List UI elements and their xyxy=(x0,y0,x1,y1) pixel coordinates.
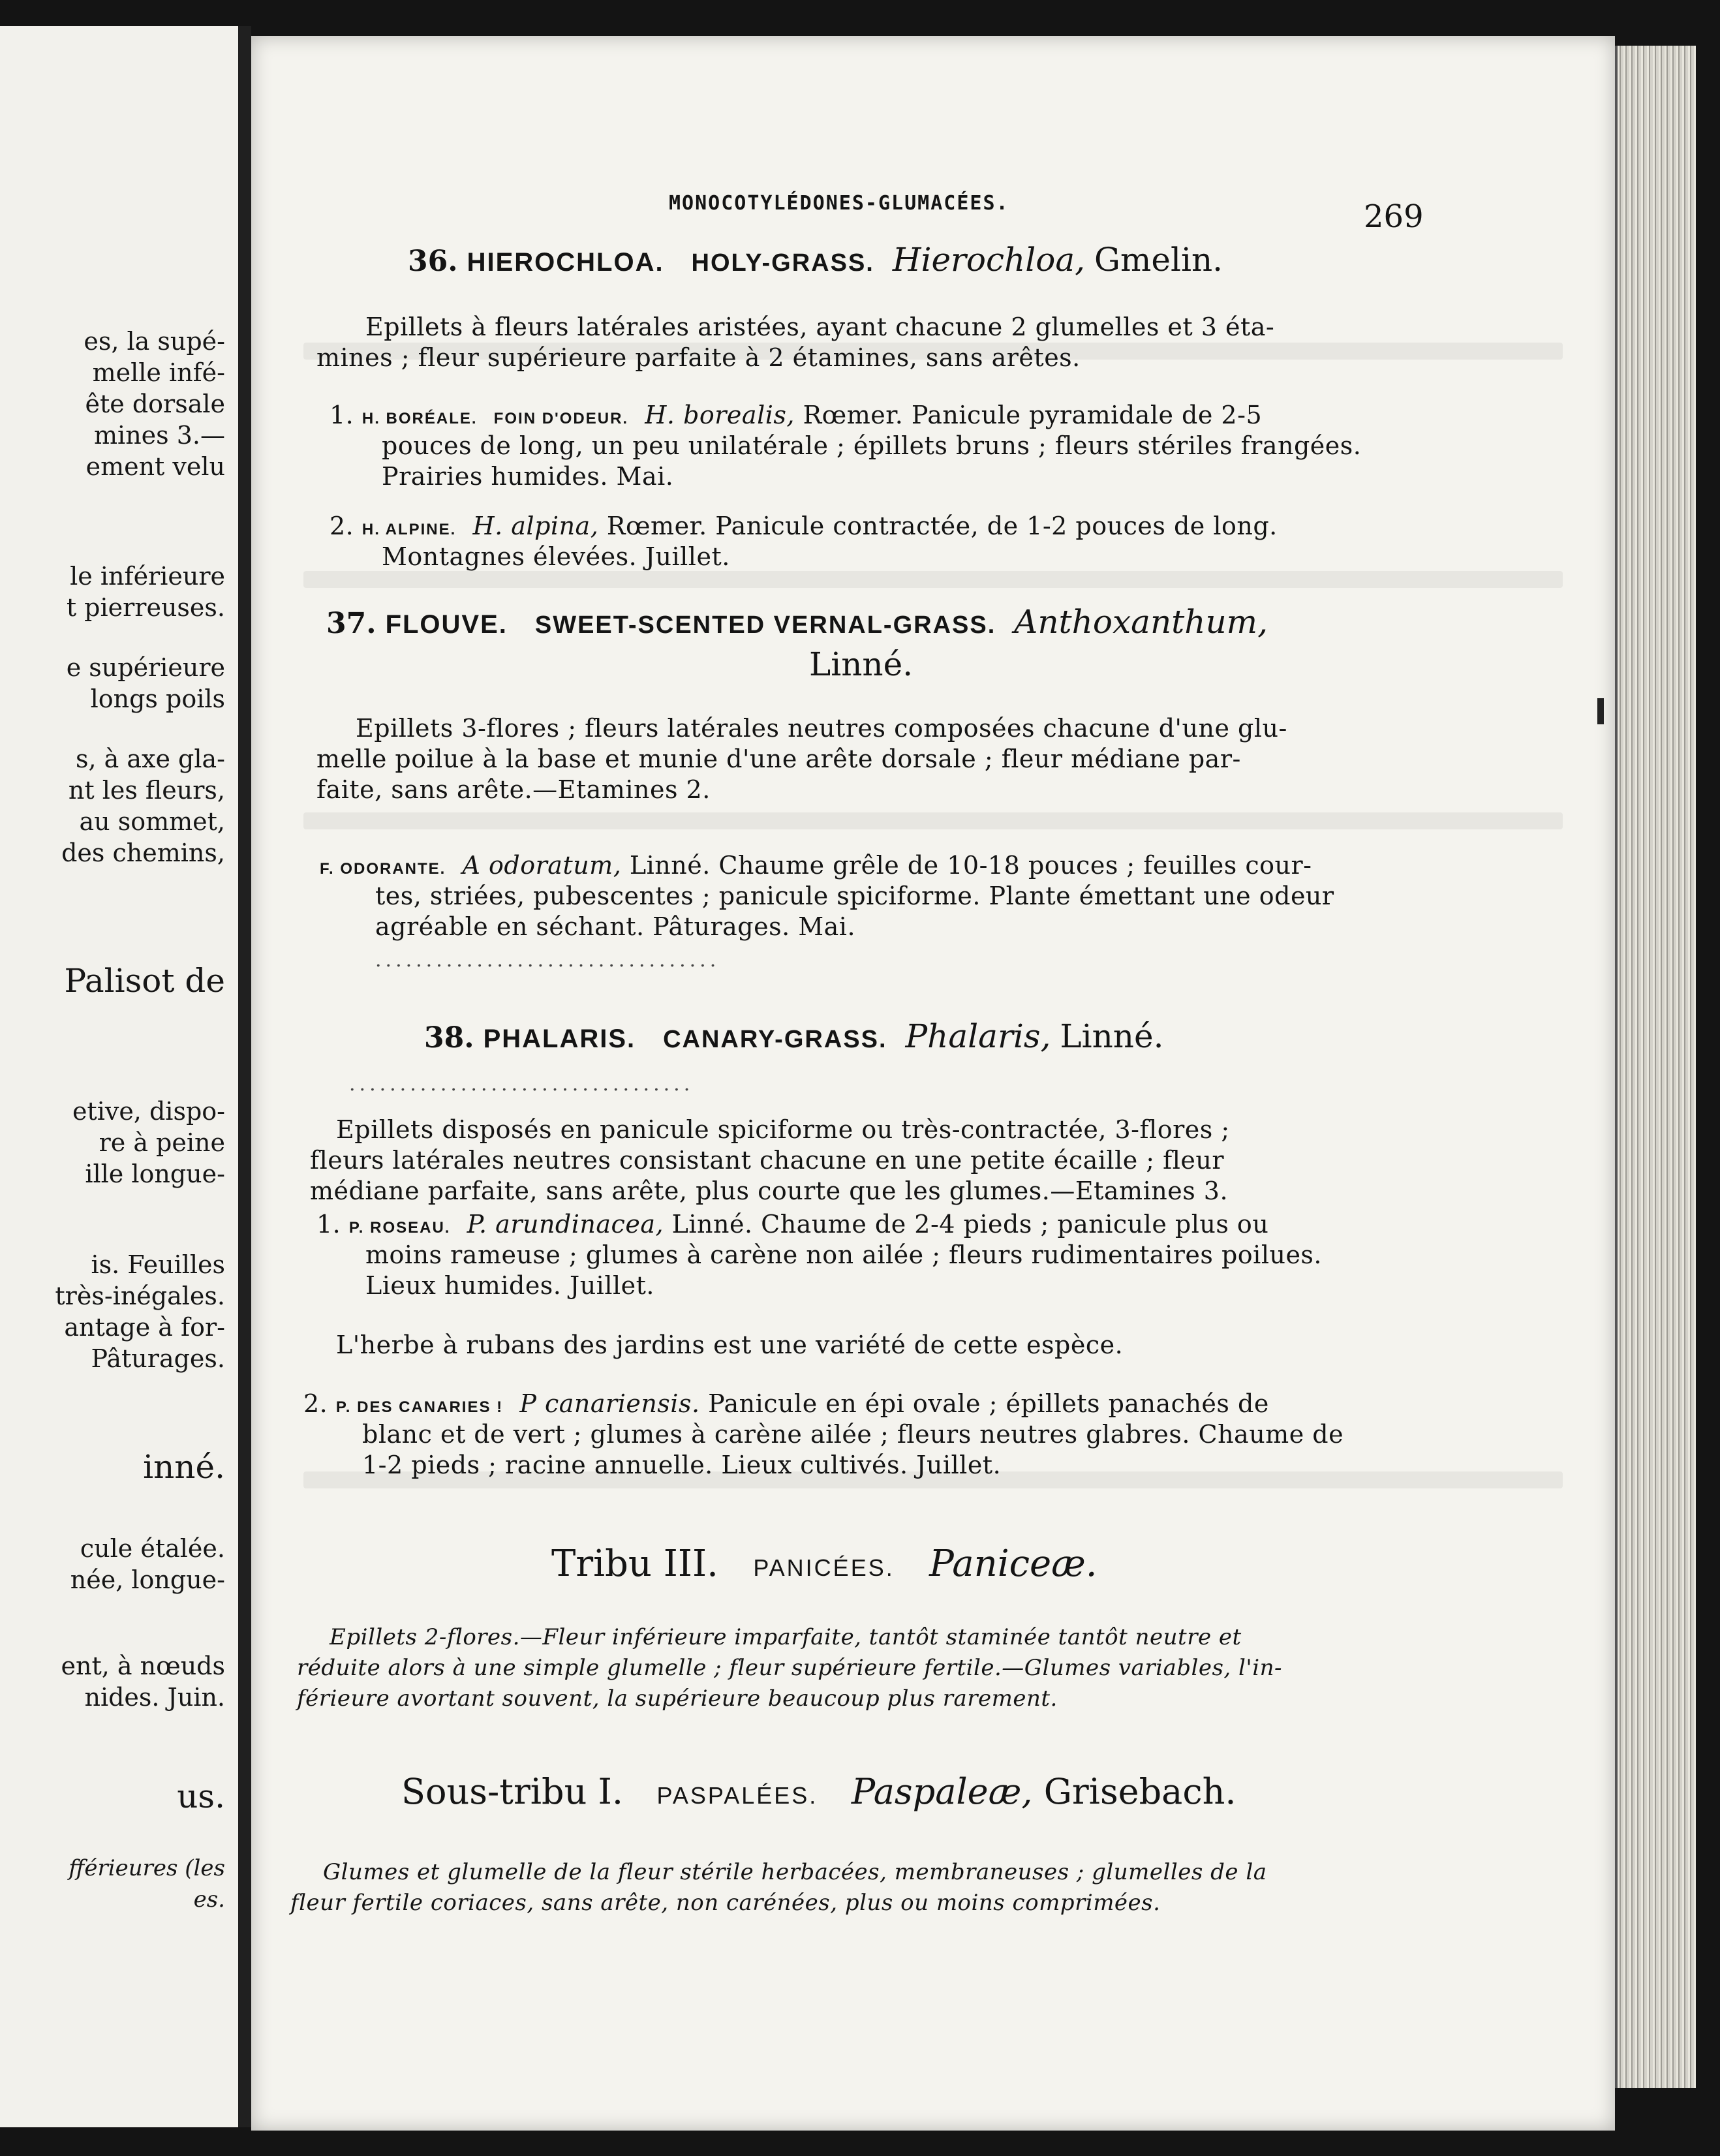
species-text-line: 1-2 pieds ; racine annuelle. Lieux cultivés. Juillet. xyxy=(362,1451,1002,1479)
genus-name: HIEROCHLOA. xyxy=(467,248,664,277)
left-line: nt les fleurs, xyxy=(68,776,225,805)
left-line: fférieures (les xyxy=(69,1855,225,1881)
species-text: Rœmer. Panicule pyramidale de 2-5 xyxy=(803,401,1263,429)
subtribe-description-line: fleur fertile coriaces, sans arête, non carénées, plus ou moins comprimées. xyxy=(290,1890,1161,1916)
tribe-label: Tribu III. xyxy=(551,1543,718,1585)
species-text: Rœmer. Panicule contractée, de 1-2 pouces de long. xyxy=(606,512,1278,540)
book-gutter xyxy=(238,26,251,2127)
left-line: le inférieure xyxy=(70,562,225,591)
genus-name: FLOUVE. xyxy=(385,610,508,639)
species-text-line: blanc et de vert ; glumes à carène ailée ; fleurs neutres glabres. Chaume de xyxy=(362,1420,1344,1449)
genus-author: Gmelin. xyxy=(1094,241,1223,279)
left-line: es. xyxy=(193,1886,225,1913)
left-page-fragment xyxy=(0,26,240,2127)
bleed-through xyxy=(303,812,1563,829)
genus-description-line: Epillets à fleurs latérales aristées, ayant chacune 2 glumelles et 3 éta- xyxy=(365,313,1275,341)
left-line: es, la supé- xyxy=(84,327,225,356)
left-line: cule étalée. xyxy=(80,1534,225,1563)
species-latin-name: P canariensis. xyxy=(519,1389,700,1418)
left-line: us. xyxy=(177,1778,225,1815)
page-edges xyxy=(1615,46,1696,2088)
species-number: 1. xyxy=(330,401,354,429)
species-latin-name: H. alpina, xyxy=(472,512,599,540)
genus-latin-name: Anthoxanthum, xyxy=(1014,603,1268,641)
left-line: Palisot de xyxy=(64,962,225,1000)
species-label: P. ROSEAU. xyxy=(348,1219,451,1237)
species-text-line: Montagnes élevées. Juillet. xyxy=(382,542,730,571)
dotted-leader: .................................. xyxy=(375,949,720,972)
subtribe-latin-name: Paspaleæ, xyxy=(851,1771,1033,1812)
species-label: F. ODORANTE. xyxy=(320,860,446,878)
left-line: ête dorsale xyxy=(85,390,225,418)
species-text-line: tes, striées, pubescentes ; panicule spiciforme. Plante émettant une odeur xyxy=(375,882,1334,910)
left-line: mines 3.— xyxy=(94,421,225,450)
genus-description-line: Epillets 3-flores ; fleurs latérales neutres composées chacune d'une glu- xyxy=(356,714,1287,743)
tribe-latin-name: Paniceæ. xyxy=(929,1543,1098,1585)
species-text: Linné. Chaume de 2-4 pieds ; panicule plus ou xyxy=(671,1210,1269,1239)
genus-description-line: médiane parfaite, sans arête, plus courte que les glumes.—Etamines 3. xyxy=(310,1177,1229,1205)
species-text: Linné. Chaume grêle de 10-18 pouces ; feuilles cour- xyxy=(629,851,1312,880)
left-line: ille longue- xyxy=(85,1160,225,1188)
genus-description-line: melle poilue à la base et munie d'une arête dorsale ; fleur médiane par- xyxy=(316,745,1241,773)
left-line: e supérieure xyxy=(66,653,225,682)
tribe-description-line: réduite alors à une simple glumelle ; fleur supérieure fertile.—Glumes variables, l'in- xyxy=(297,1655,1283,1681)
left-line: s, à axe gla- xyxy=(75,745,225,773)
species-entry xyxy=(330,401,1262,430)
species-entry xyxy=(330,512,1278,541)
genus-author-line xyxy=(809,646,913,684)
species-english-name: FOIN D'ODEUR. xyxy=(493,410,629,427)
bleed-through xyxy=(303,571,1563,588)
genus-author: Linné. xyxy=(809,645,914,683)
species-text-line: moins rameuse ; glumes à carène non ailée ; fleurs rudimentaires poilues. xyxy=(365,1240,1323,1269)
subtribe-heading xyxy=(401,1772,1236,1812)
book-page xyxy=(251,36,1615,2131)
tribe-name: PANICÉES. xyxy=(753,1554,895,1581)
left-line: ement velu xyxy=(85,452,225,481)
left-line: etive, dispo- xyxy=(72,1097,225,1126)
subtribe-name: PASPALÉES. xyxy=(656,1782,818,1809)
tribe-heading xyxy=(551,1543,1098,1585)
left-line: née, longue- xyxy=(70,1565,225,1594)
species-number: 2. xyxy=(330,512,354,540)
genus-english-name: HOLY-GRASS. xyxy=(691,249,874,277)
species-entry xyxy=(320,852,1312,880)
genus-name: PHALARIS. xyxy=(483,1024,636,1053)
species-text-line: pouces de long, un peu unilatérale ; épillets bruns ; fleurs stériles frangées. xyxy=(382,431,1362,460)
genus-description-line: faite, sans arête.—Etamines 2. xyxy=(316,775,711,804)
species-text-line: Lieux humides. Juillet. xyxy=(365,1271,654,1300)
genus-number: 37. xyxy=(326,607,376,640)
subtribe-label: Sous-tribu I. xyxy=(401,1771,624,1812)
left-line: re à peine xyxy=(99,1128,225,1157)
left-line: très-inégales. xyxy=(55,1282,225,1310)
genus-latin-name: Phalaris, xyxy=(905,1017,1051,1055)
dotted-leader: .................................. xyxy=(349,1073,694,1096)
running-head: MONOCOTYLÉDONES-GLUMACÉES. xyxy=(669,192,1009,215)
tribe-description-line: férieure avortant souvent, la supérieure beaucoup plus rarement. xyxy=(297,1686,1058,1712)
left-line: inné. xyxy=(143,1448,225,1486)
genus-english-name: CANARY-GRASS. xyxy=(663,1026,887,1053)
left-line: longs poils xyxy=(90,685,225,713)
species-entry xyxy=(303,1390,1269,1419)
species-entry xyxy=(316,1210,1268,1239)
species-label: H. BORÉALE. xyxy=(361,410,478,427)
subtribe-description-line: Glumes et glumelle de la fleur stérile herbacées, membraneuses ; glumelles de la xyxy=(323,1859,1267,1885)
genus-heading-phalaris xyxy=(424,1018,1164,1056)
species-label: P. DES CANARIES ! xyxy=(335,1398,504,1416)
genus-description-line: mines ; fleur supérieure parfaite à 2 étamines, sans arêtes. xyxy=(316,343,1081,372)
left-line: nides. Juin. xyxy=(84,1683,225,1712)
left-line: t pierreuses. xyxy=(66,593,225,622)
genus-author: Linné. xyxy=(1060,1017,1164,1055)
genus-number: 38. xyxy=(424,1021,474,1055)
left-line: Pâturages. xyxy=(91,1344,225,1373)
species-number: 2. xyxy=(303,1389,328,1418)
left-line: antage à for- xyxy=(64,1313,225,1342)
species-text-line: agréable en séchant. Pâturages. Mai. xyxy=(375,912,856,941)
left-line: au sommet, xyxy=(79,807,225,836)
genus-latin-name: Hierochloa, xyxy=(892,241,1086,279)
genus-number: 36. xyxy=(408,245,458,278)
left-line: des chemins, xyxy=(61,839,225,867)
species-latin-name: A odoratum, xyxy=(462,851,622,880)
left-line: melle infé- xyxy=(92,358,225,387)
subtribe-author: Grisebach. xyxy=(1043,1771,1236,1812)
genus-description-line: Epillets disposés en panicule spiciforme ou très-contractée, 3-flores ; xyxy=(336,1115,1230,1144)
species-text-line: Prairies humides. Mai. xyxy=(382,462,674,491)
species-number: 1. xyxy=(316,1210,341,1239)
left-line: ent, à nœuds xyxy=(61,1652,225,1680)
species-note: L'herbe à rubans des jardins est une variété de cette espèce. xyxy=(336,1331,1124,1359)
genus-english-name: SWEET-SCENTED VERNAL-GRASS. xyxy=(534,611,996,639)
species-latin-name: H. borealis, xyxy=(645,401,795,429)
genus-heading-flouve xyxy=(326,604,1268,641)
left-line: is. Feuilles xyxy=(91,1250,225,1279)
species-label: H. ALPINE. xyxy=(361,521,457,538)
genus-description-line: fleurs latérales neutres consistant chacune en une petite écaille ; fleur xyxy=(310,1146,1225,1175)
tribe-description-line: Epillets 2-flores.—Fleur inférieure imparfaite, tantôt staminée tantôt neutre et xyxy=(330,1624,1242,1650)
species-latin-name: P. arundinacea, xyxy=(467,1210,664,1239)
species-text: Panicule en épi ovale ; épillets panachés de xyxy=(708,1389,1269,1418)
ink-mark xyxy=(1597,698,1604,724)
page-number: 269 xyxy=(1364,198,1424,235)
genus-heading-hierochloa xyxy=(408,241,1223,279)
